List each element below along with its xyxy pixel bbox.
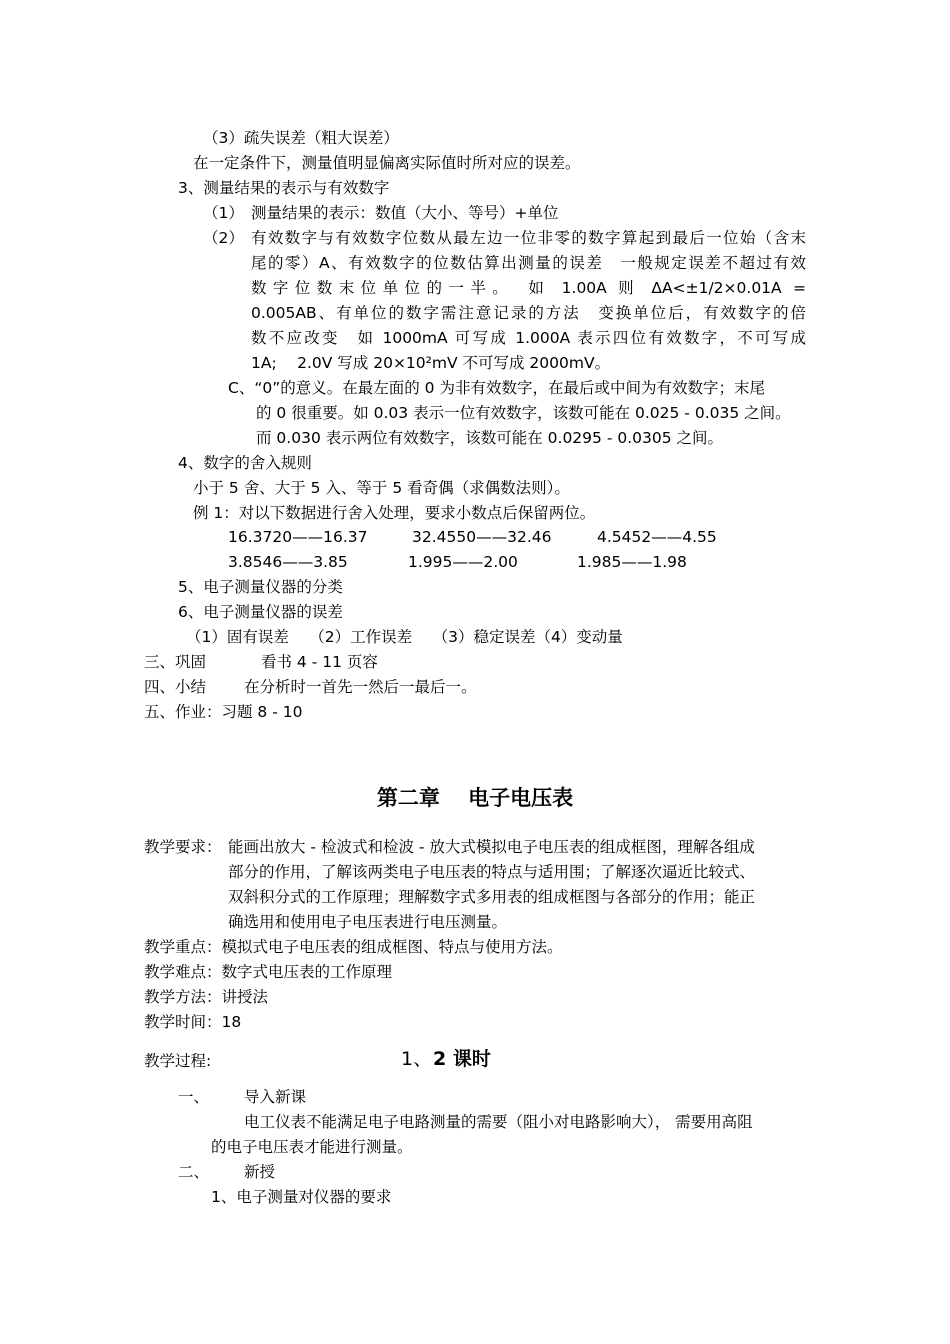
text-line: （1）固有误差 （2）工作误差 （3）稳定误差（4）变动量 [186, 628, 623, 646]
section-heading: 6、电子测量仪器的误差 [178, 603, 343, 621]
text-line: 尾的零）A、有效数字的位数估算出测量的误差 一般规定误差不超过有效 [251, 254, 806, 272]
text-line: 小于 5 舍、大于 5 入、等于 5 看奇偶（求偶数法则）。 [193, 479, 570, 497]
section-heading: 导入新课 [244, 1088, 307, 1106]
section-label: 四、小结 [144, 678, 207, 696]
section-heading: 5、电子测量仪器的分类 [178, 578, 343, 596]
text-line: 看书 4 - 11 页容 [261, 653, 378, 671]
text-line: 部分的作用，了解该两类电子电压表的特点与适用围；了解逐次逼近比较式、 [228, 863, 756, 881]
rounding-example: 16.3720——16.37 [228, 528, 368, 546]
section-label: 三、巩固 [144, 653, 207, 671]
rounding-example: 32.4550——32.46 [412, 528, 552, 546]
text-line: 的 0 很重要。如 0.03 表示一位有效数字，该数可能在 0.025 - 0.035 之间。 [256, 404, 791, 422]
rounding-example: 1.985——1.98 [577, 553, 687, 571]
text-line: 能画出放大 - 检波式和检波 - 放大式模拟电子电压表的组成框图，理解各组成 [228, 838, 755, 856]
text-line: 确选用和使用电子电压表进行电压测量。 [228, 913, 508, 931]
text-line: 数不应改变 如 1000mA 可写成 1.000A 表示四位有效数字，不可写成 [251, 329, 806, 347]
text-line: 的电子电压表才能进行测量。 [211, 1138, 413, 1156]
section-heading: 4、数字的舍入规则 [178, 454, 312, 472]
text-line: 电工仪表不能满足电子电路测量的需要（阻小对电路影响大）， 需要用高阻 [244, 1113, 753, 1131]
text-line: 教学难点：数字式电压表的工作原理 [144, 963, 393, 981]
text-line: 在一定条件下，测量值明显偏离实际值时所对应的误差。 [193, 154, 581, 172]
text-line: 数字位数末位单位的一半。 如 1.00A 则 ΔA<±1/2×0.01A = [251, 279, 806, 297]
section-heading: 新授 [244, 1163, 276, 1181]
lesson-number: 1、 [401, 1048, 433, 1070]
field-label: 教学要求： [144, 838, 222, 856]
text-line: 五、作业：习题 8 - 10 [144, 703, 303, 721]
text-line: 双斜积分式的工作原理；理解数字式多用表的组成框图与各部分的作用；能正 [228, 888, 756, 906]
item-number: （1） [203, 204, 244, 222]
lesson-heading: 2 课时 [433, 1048, 491, 1070]
item-number: 二、 [178, 1163, 210, 1181]
item-number: 一、 [178, 1088, 210, 1106]
text-line: 0.005AB、有单位的数字需注意记录的方法 变换单位后，有效数字的倍 [251, 304, 806, 322]
rounding-example: 3.8546——3.85 [228, 553, 348, 571]
text-line: （3）疏失误差（粗大误差） [203, 129, 399, 147]
text-line: 教学方法：讲授法 [144, 988, 269, 1006]
text-line: 测量结果的表示：数值（大小、等号）+单位 [251, 204, 559, 222]
text-line: 而 0.030 表示两位有效数字，该数可能在 0.0295 - 0.0305 之间。 [256, 429, 723, 447]
text-line: 在分析时一首先一然后一最后一。 [244, 678, 477, 696]
field-label: 教学过程: [144, 1052, 212, 1070]
item-number: （2） [203, 229, 244, 247]
text-line: 1A; 2.0V 写成 20×10²mV 不可写成 2000mV。 [251, 354, 611, 372]
section-heading: 3、测量结果的表示与有效数字 [178, 179, 390, 197]
rounding-example: 4.5452——4.55 [597, 528, 717, 546]
text-line: 有效数字与有效数字位数从最左边一位非零的数字算起到最后一位始（含末 [251, 229, 806, 247]
text-line: 教学重点：模拟式电子电压表的组成框图、特点与使用方法。 [144, 938, 563, 956]
text-line: C、“0”的意义。在最左面的 0 为非有效数字，在最后或中间为有效数字；末尾 [228, 379, 765, 397]
chapter-title: 第二章 电子电压表 [376, 786, 574, 810]
rounding-example: 1.995——2.00 [408, 553, 518, 571]
text-line: 1、电子测量对仪器的要求 [211, 1188, 392, 1206]
text-line: 教学时间：18 [144, 1013, 242, 1031]
text-line: 例 1：对以下数据进行舍入处理，要求小数点后保留两位。 [193, 504, 596, 522]
